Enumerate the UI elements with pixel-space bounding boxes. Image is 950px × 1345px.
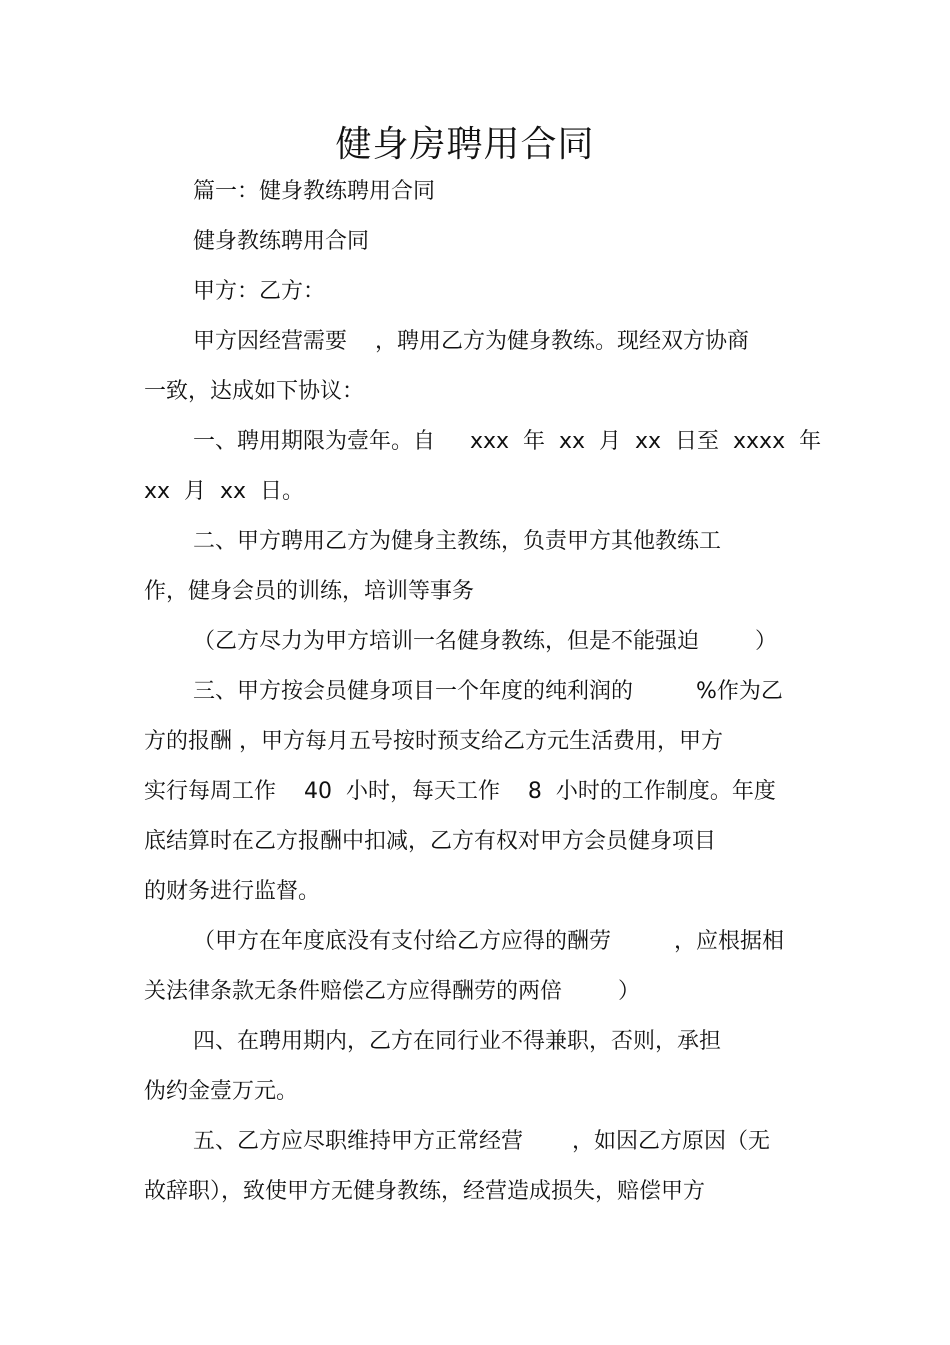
clause-1-line: 一、聘用期限为壹年。自 xxx 年 xx 月 xx 日至 xxxx 年 (193, 429, 822, 454)
clause-4-line: 四、在聘用期内，乙方在同行业不得兼职，否则，承担 (193, 1029, 722, 1054)
clause-1-line: xx 月 xx 日。 (144, 479, 305, 504)
clause-5-line: 五、乙方应尽职维持甲方正常经营 ，如因乙方原因（无 (193, 1129, 770, 1154)
clause-5-line: 故辞职），致使甲方无健身教练，经营造成损失，赔偿甲方 (144, 1179, 706, 1204)
clause-3-line: 方的报酬 ，甲方每月五号按时预支给乙方元生活费用，甲方 (144, 729, 723, 754)
clause-3-line: 三、甲方按会员健身项目一个年度的纯利润的 %作为乙 (193, 679, 783, 704)
document-title: 健身房聘用合同 (335, 124, 595, 165)
clause-3-line: 实行每周工作 40 小时，每天工作 8 小时的工作制度。年度 (144, 779, 776, 804)
clause-3-note: 关法律条款无条件赔偿乙方应得酬劳的两倍 ） (144, 979, 640, 1004)
parties-line: 甲方：乙方： (193, 279, 326, 304)
clause-3-line: 的财务进行监督。 (144, 879, 321, 904)
clause-4-line: 伪约金壹万元。 (144, 1079, 299, 1104)
contract-subtitle: 健身教练聘用合同 (193, 229, 370, 254)
clause-2-line: 二、甲方聘用乙方为健身主教练，负责甲方其他教练工 (193, 529, 722, 554)
clause-3-note: （甲方在年度底没有支付给乙方应得的酬劳 ，应根据相 (193, 929, 784, 954)
clause-2-line: 作，健身会员的训练，培训等事务 (144, 579, 475, 604)
paragraph-line: 甲方因经营需要 ，聘用乙方为健身教练。现经双方协商 (193, 329, 749, 354)
section-heading: 篇一：健身教练聘用合同 (193, 179, 436, 204)
clause-3-line: 底结算时在乙方报酬中扣减，乙方有权对甲方会员健身项目 (144, 829, 717, 854)
clause-2-note: （乙方尽力为甲方培训一名健身教练，但是不能强迫 ） (193, 629, 777, 654)
paragraph-line: 一致，达成如下协议： (144, 379, 365, 404)
